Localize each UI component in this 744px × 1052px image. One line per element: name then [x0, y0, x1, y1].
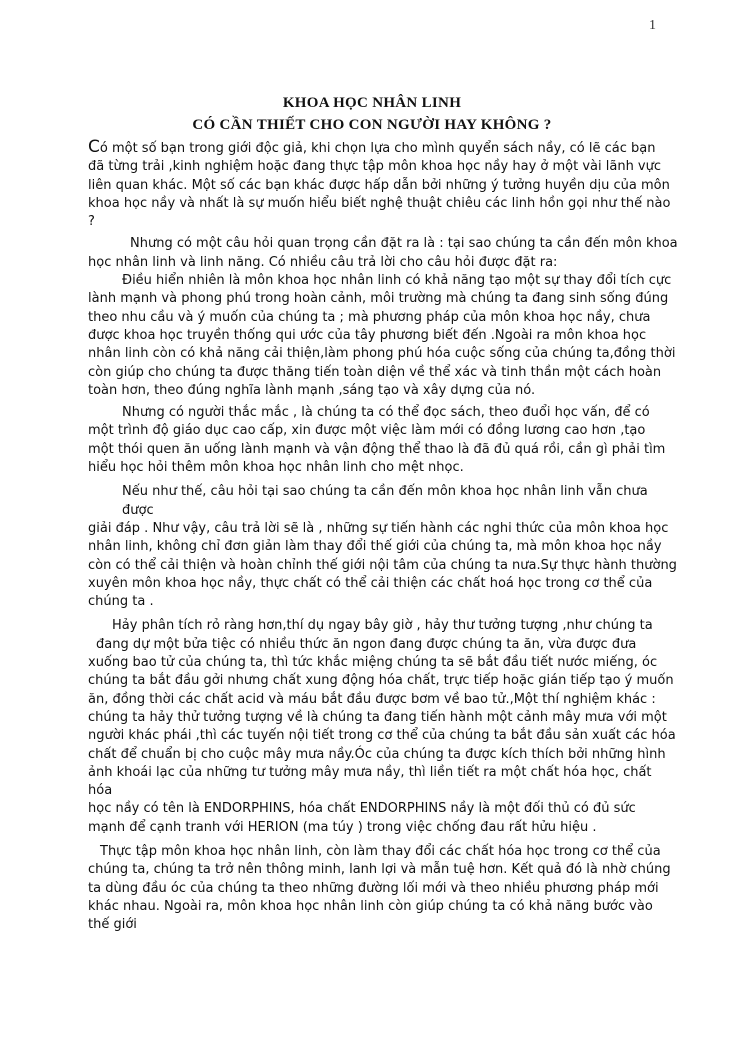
text-line: học nhân linh và linh năng. Có nhiều câu trả lời cho câu hỏi được đặt ra:: [88, 254, 558, 270]
paragraph-7: [88, 843, 678, 934]
text-line: được khoa học truyền thống qui ước của tây phương biết đến .Ngoài ra môn khoa học: [88, 327, 647, 343]
page-number: 1: [649, 18, 656, 33]
text-line: hiểu học hỏi thêm môn khoa học nhân linh cho mệt nhọc.: [88, 460, 464, 476]
paragraph-1: [88, 138, 678, 231]
text-line: Nếu như thế, câu hỏi tại sao chúng ta cần đến môn khoa học nhân linh vẫn chưa được: [122, 484, 648, 518]
text-line: toàn hơn, theo đúng nghĩa lành mạnh ,sáng tạo và xây dựng của nó.: [88, 382, 536, 398]
initial-letter: C: [88, 137, 100, 157]
text-line: ta dùng đầu óc của chúng ta theo những đường lối mới và theo nhiều phương pháp mới: [88, 880, 659, 896]
text-line: nhân linh còn có khả năng cải thiện,làm phong phú hóa cuộc sống của chúng ta,đồng thời: [88, 346, 676, 362]
text-line: khoa học nầy và nhất là sự muốn hiểu biết nghệ thuật chiêu các linh hồn gọi như thế nào: [88, 195, 671, 211]
text-line: chúng ta .: [88, 594, 154, 610]
text-line: Nhưng có người thắc mắc , là chúng ta có thể đọc sách, theo đuổi học vấn, để có: [122, 405, 650, 421]
text-line: đang dự một bửa tiệc có nhiều thức ăn ngon đang được chúng ta ăn, vừa được đưa: [96, 636, 637, 652]
paragraph-3: [88, 272, 678, 400]
text-line: đã từng trải ,kinh nghiệm hoặc đang thực tập môn khoa học nầy hay ở một vài lãnh vực: [88, 159, 662, 175]
text-line: người khác phái ,thì các tuyến nội tiết trong cơ thể của chúng ta bắt đầu sản xuất các hóa: [88, 728, 676, 744]
text-line: mạnh để cạnh tranh với HERION (ma túy ) trong việc chống đau rất hửu hiệu .: [88, 819, 597, 835]
paragraph-2: [88, 235, 678, 272]
text-line: khác nhau. Ngoài ra, môn khoa học nhân linh còn giúp chúng ta có khả năng bước vào: [88, 898, 653, 914]
paragraph-6: [88, 617, 678, 837]
text-line: ?: [88, 214, 95, 230]
document-subtitle: CÓ CẦN THIẾT CHO CON NGƯỜI HAY KHÔNG ?: [192, 117, 552, 133]
text-line: lành mạnh và phong phú trong hoàn cảnh, môi trường mà chúng ta đang sinh sống đúng: [88, 291, 669, 307]
text-line: liên quan khác. Một số các bạn khác được hấp dẫn bởi những ý tưởng huyền dịu của môn: [88, 177, 670, 193]
text-line: học nầy có tên là ENDORPHINS, hóa chất ENDORPHINS nầy là một đối thủ có đủ sức: [88, 801, 636, 817]
text-line: theo nhu cầu và ý muốn của chúng ta ; mà phương pháp của môn khoa học nầy, chưa: [88, 309, 651, 325]
text-line: một thói quen ăn uống lành mạnh và vận động thể thao là đã đủ quá rồi, cần gì phải tìm: [88, 441, 666, 457]
text-line: xuyên môn khoa học nầy, thực chất có thể cải thiện các chất hoá học trong cơ thể của: [88, 575, 653, 591]
text-line: Nhưng có một câu hỏi quan trọng cần đặt ra là : tại sao chúng ta cần đến môn khoa: [130, 236, 678, 252]
text-line: ảnh khoái lạc của những tư tưởng mây mưa nầy, thì liền tiết ra một chất hóa học, chất hóa: [88, 764, 652, 799]
text-line: ăn, đồng thời các chất acid và máu bắt đầu được bơm về bao tử.,Một thí nghiệm khác :: [88, 691, 656, 707]
text-line: Có một số bạn trong giới độc giả, khi chọn lựa cho mình quyển sách nầy, có lẽ các bạn: [88, 137, 656, 157]
text-line: còn giúp cho chúng ta được thăng tiến toàn diện về thể xác và tinh thần một cách hoàn: [88, 364, 662, 380]
text-line: chúng ta bắt đầu gởi nhưng chất xung động hóa chất, trực tiếp hoặc gián tiếp tạo ý muốn: [88, 673, 674, 689]
text-line: giải đáp . Như vậy, câu trả lời sẽ là , những sự tiến hành các nghi thức của môn khoa học: [88, 520, 669, 536]
paragraph-4: [88, 404, 678, 477]
text-line: nhân linh, không chỉ đơn giản làm thay đổi thế giới của chúng ta, mà môn khoa học nầy: [88, 539, 662, 555]
paragraph-5: [88, 483, 678, 611]
text-line: chất để chuẩn bị cho cuộc mây mưa nầy.Óc của chúng ta được kích thích bởi những hình: [88, 746, 666, 762]
text-line: xuống bao tử của chúng ta, thì tức khắc miệng chúng ta sẽ bắt đầu tiết nước miếng, óc: [88, 655, 658, 671]
text-line: Thực tập môn khoa học nhân linh, còn làm thay đổi các chất hóa học trong cơ thể của: [100, 843, 661, 859]
article-body: [88, 138, 678, 934]
text-line: thế giới: [88, 917, 137, 933]
text-line: chúng ta hảy thử tưởng tượng về là chúng ta đang tiến hành một cảnh mây mưa với một: [88, 709, 667, 725]
text-line: Hảy phân tích rỏ ràng hơn,thí dụ ngay bây giờ , hảy thư tưởng tượng ,như chúng ta: [112, 618, 653, 634]
text-line: một trình độ giáo dục cao cấp, xin được một việc làm mới có đồng lương cao hơn ,tạo: [88, 423, 646, 439]
document-title: KHOA HỌC NHÂN LINH: [282, 95, 462, 111]
text-line: chúng ta, chúng ta trở nên thông minh, lanh lợi và mẫn tuệ hơn. Kết quả đó là nhờ chúng: [88, 862, 671, 878]
text-line: còn có thể cải thiện và hoàn chỉnh thế giới nội tâm của chúng ta nưa.Sự thực hành thường: [88, 557, 677, 573]
text-line: Điều hiển nhiên là môn khoa học nhân linh có khả năng tạo một sự thay đổi tích cực: [122, 273, 672, 289]
